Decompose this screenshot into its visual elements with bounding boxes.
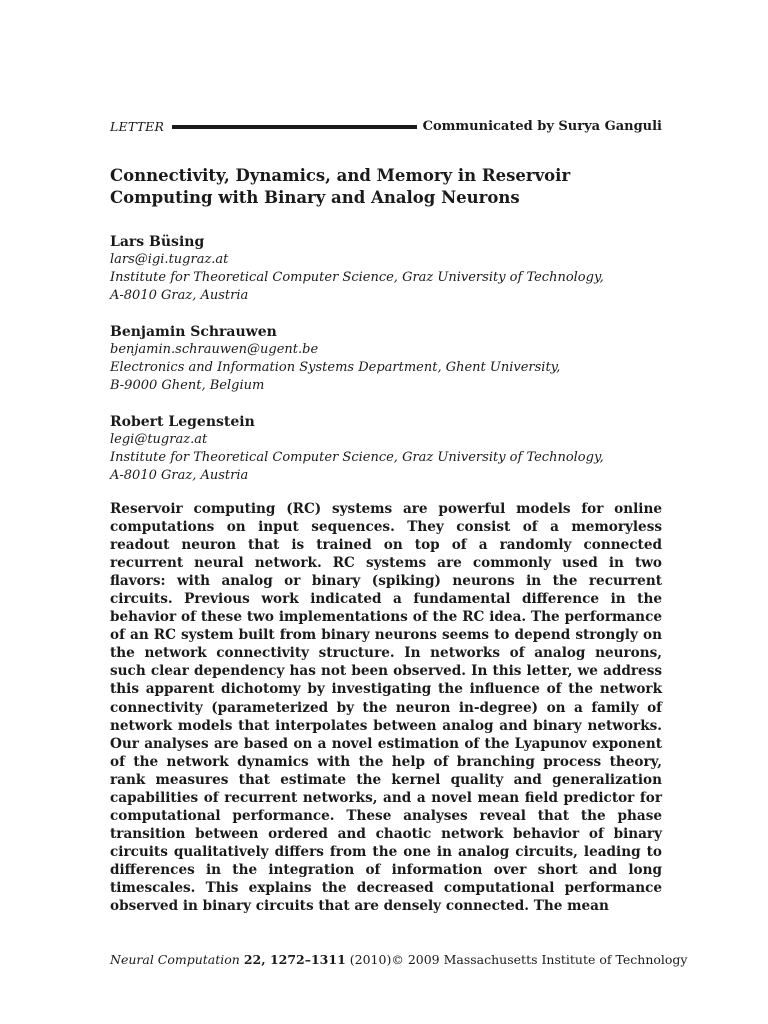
author-affiliation: Electronics and Information Systems Department, Ghent University, — [110, 360, 561, 375]
volume-pages: 22, 1272–1311 — [243, 951, 346, 967]
author-block-2 — [110, 323, 662, 395]
copyright-notice: © 2009 Massachusetts Institute of Technology — [391, 951, 688, 967]
author-email: legi@tugraz.at — [110, 432, 208, 447]
author-name: Benjamin Schrauwen — [110, 324, 277, 340]
author-email: benjamin.schrauwen@ugent.be — [110, 342, 319, 357]
abstract: Reservoir computing (RC) systems are powerful models for online computations on input sequences. They consist of a memoryless readout neuron that is trained on top of a randomly connected recurrent neural network. RC systems are commonly used in two flavors: with analog or binary (spiking) neurons in the recurrent circuits. Previous work indicated a fundamental difference in the behavior of these two implementations of the RC idea. The performance of an RC system built from binary neurons seems to depend strongly on the network connectivity structure. In networks of analog neurons, such clear dependency has not been observed. In this letter, we address this apparent dichotomy by investigating the influence of the network connectivity (parameterized by the neuron in-degree) on a family of network models that interpolates between analog and binary networks. Our analyses are based on a novel estimation of the Lyapunov exponent of the network dynamics with the help of branching process theory, rank measures that estimate the kernel quality and generalization capabilities of recurrent networks, and a novel mean field predictor for computational performance. These analyses reveal that the phase transition between ordered and chaotic network behavior of binary circuits qualitatively differs from the one in analog circuits, leading to differences in the integration of information over short and long timescales. This explains the decreased computational performance observed in binary circuits that are densely connected. The mean — [110, 501, 662, 915]
citation — [110, 952, 391, 967]
paper-title: Connectivity, Dynamics, and Memory in Reservoir Computing with Binary and Analog Neurons — [110, 166, 571, 207]
author-name: Robert Legenstein — [110, 414, 255, 430]
author-affiliation: Institute for Theoretical Computer Science, Graz University of Technology, — [110, 270, 604, 285]
running-header — [110, 117, 662, 135]
author-name: Lars Büsing — [110, 234, 205, 250]
page-footer — [110, 950, 688, 968]
author-affiliation: Institute for Theoretical Computer Science, Graz University of Technology, — [110, 450, 604, 465]
author-address: A-8010 Graz, Austria — [110, 468, 249, 483]
author-address: A-8010 Graz, Austria — [110, 288, 249, 303]
communicated-by: Communicated by Surya Ganguli — [422, 118, 662, 134]
header-rule — [172, 125, 417, 129]
publication-year: (2010) — [349, 951, 392, 967]
author-email: lars@igi.tugraz.at — [110, 252, 229, 267]
author-block-1 — [110, 233, 662, 305]
author-address: B-9000 Ghent, Belgium — [110, 378, 265, 393]
article-type-label: LETTER — [110, 118, 165, 134]
author-block-3 — [110, 413, 662, 485]
journal-name: Neural Computation — [110, 951, 240, 967]
